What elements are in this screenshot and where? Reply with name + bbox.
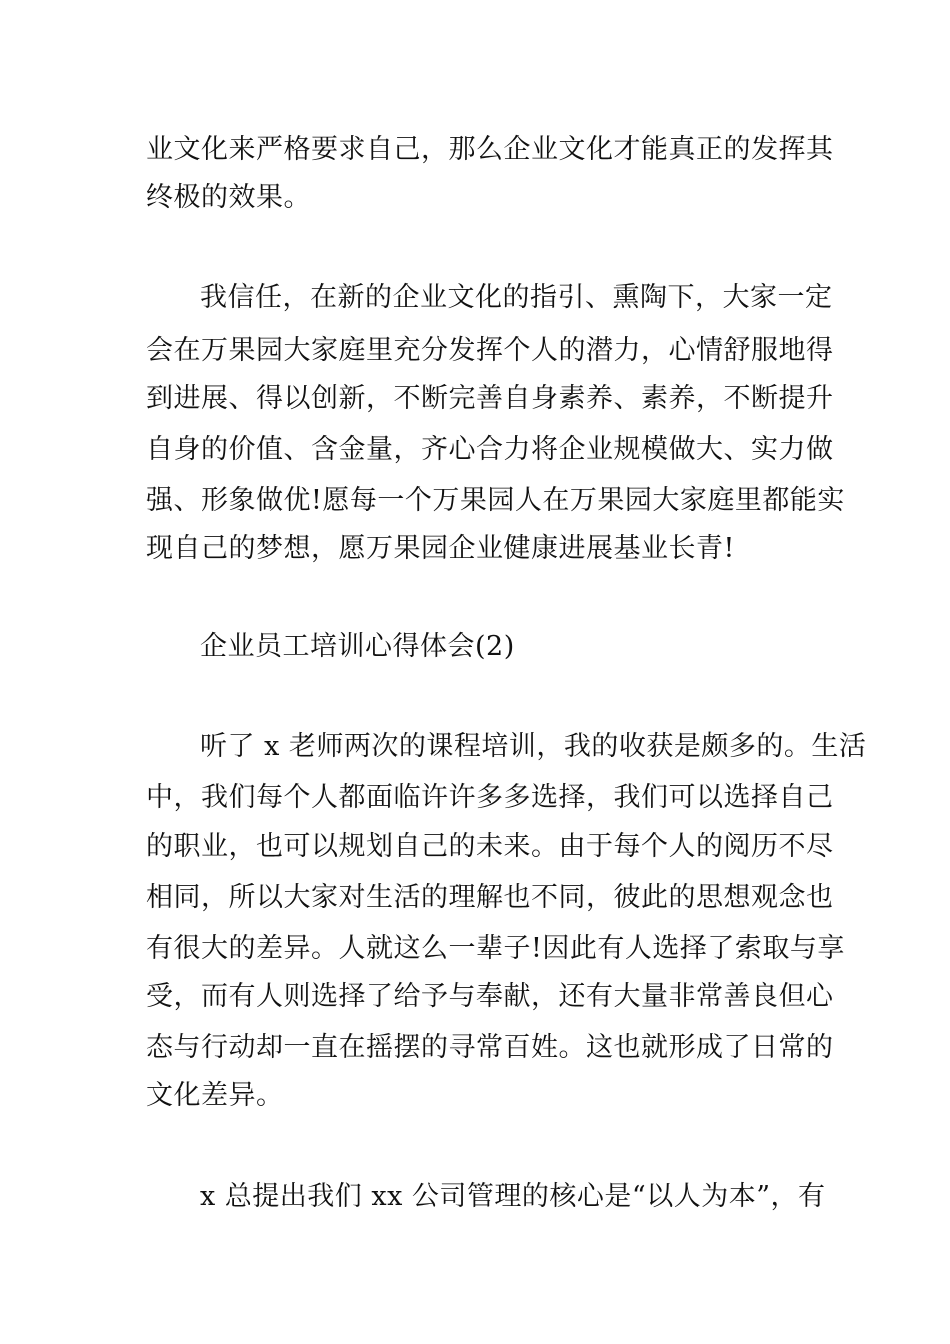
paragraph-line: 现自己的梦想，愿万果园企业健康进展基业长青! (146, 533, 735, 564)
paragraph-line: 听了 x 老师两次的课程培训，我的收获是颇多的。生活 (200, 731, 867, 762)
paragraph-line: 受，而有人则选择了给予与奉献，还有大量非常善良但心 (146, 981, 834, 1012)
paragraph-line: 强、形象做优!愿每一个万果园人在万果园大家庭里都能实 (146, 485, 845, 516)
paragraph-line: 的职业，也可以规划自己的未来。由于每个人的阅历不尽 (146, 831, 834, 862)
paragraph-line: 相同，所以大家对生活的理解也不同，彼此的思想观念也 (146, 882, 834, 913)
paragraph-line: 有很大的差异。人就这么一辈子!因此有人选择了索取与享 (146, 933, 845, 964)
paragraph-line: 文化差异。 (146, 1080, 284, 1111)
section-heading: 企业员工培训心得体会(2) (200, 631, 515, 662)
paragraph-line: 到进展、得以创新，不断完善自身素养、素养，不断提升 (146, 383, 834, 414)
paragraph-line: 会在万果园大家庭里充分发挥个人的潜力，心情舒服地得 (146, 335, 834, 366)
paragraph-line: 中，我们每个人都面临许许多多选择，我们可以选择自己 (146, 782, 834, 813)
paragraph-line: x 总提出我们 xx 公司管理的核心是“以人为本”，有 (200, 1181, 826, 1212)
paragraph-line: 我信任，在新的企业文化的指引、熏陶下，大家一定 (200, 282, 833, 313)
paragraph-line: 业文化来严格要求自己，那么企业文化才能真正的发挥其 (146, 134, 834, 165)
paragraph-line: 态与行动却一直在摇摆的寻常百姓。这也就形成了日常的 (146, 1032, 834, 1063)
paragraph-line: 自身的价值、含金量，齐心合力将企业规模做大、实力做 (146, 434, 834, 465)
paragraph-line: 终极的效果。 (146, 182, 311, 213)
